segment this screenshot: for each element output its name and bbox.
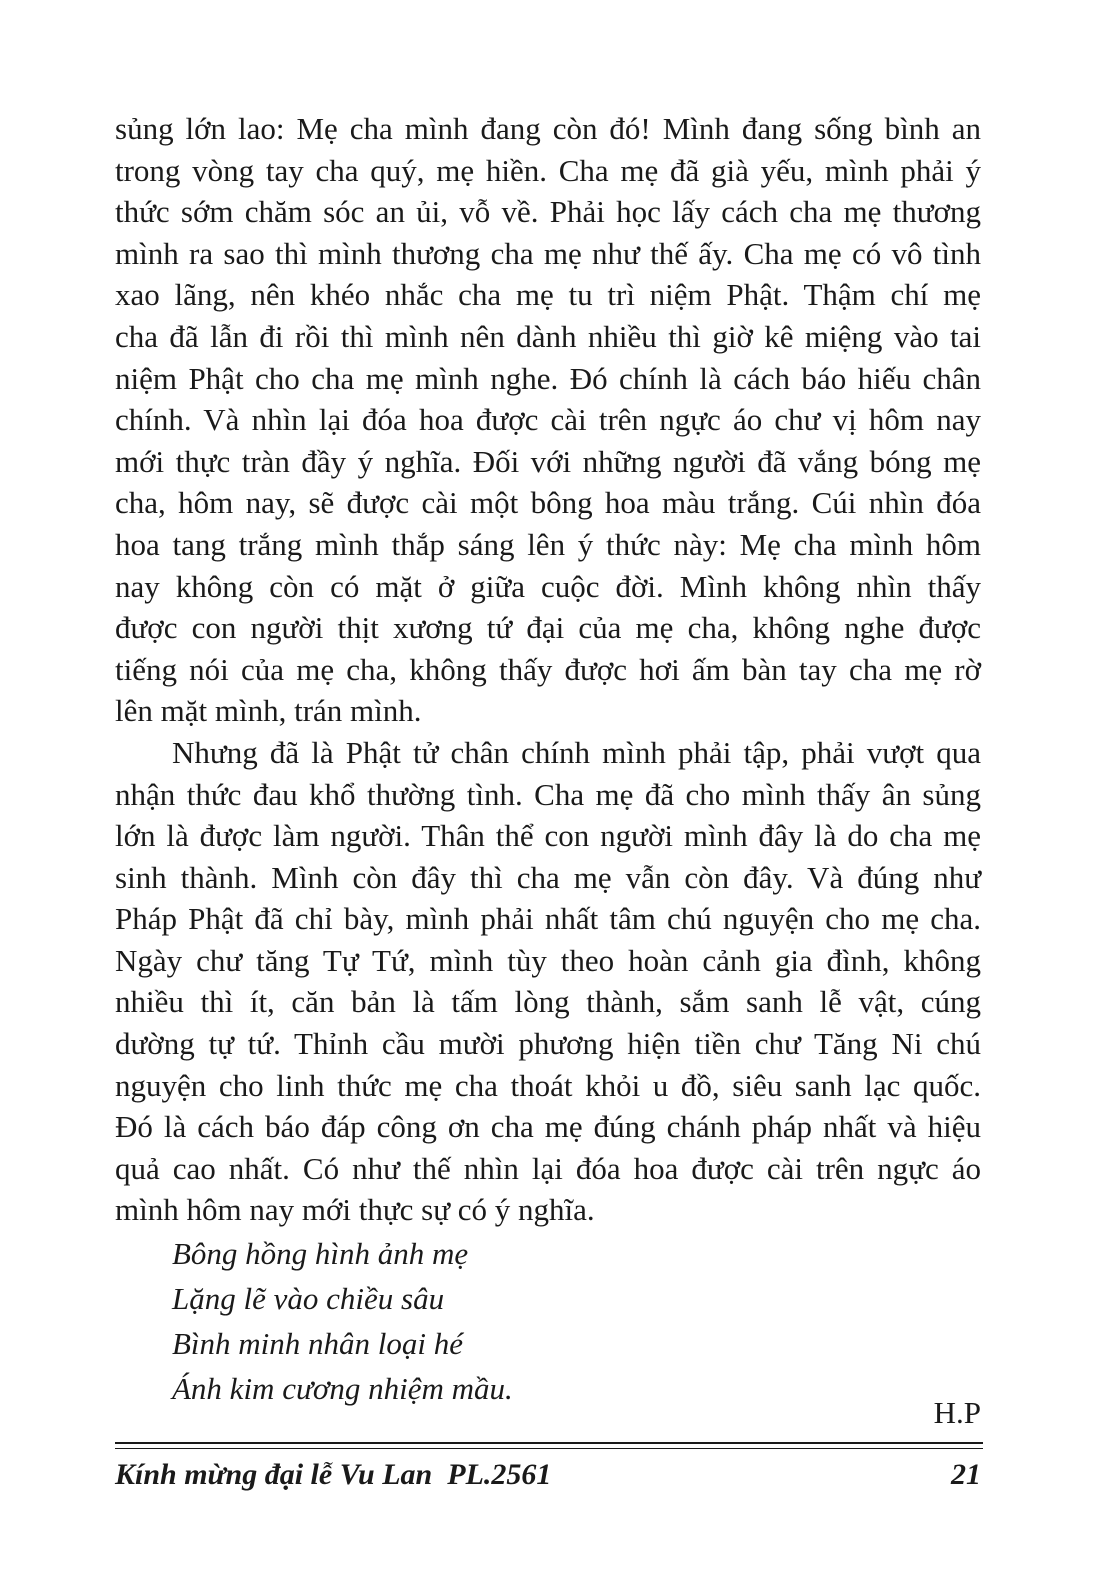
paragraph-2 [115, 732, 981, 1231]
text-line: sủng lớn lao: Mẹ cha mình đang còn đó! Mình đang sống bình an [115, 111, 981, 146]
poem-verse: Bình minh nhân loại hé [172, 1326, 464, 1362]
text-line: cha đã lẫn đi rồi thì mình nên dành nhiều thì giờ kê miệng vào tai [115, 318, 981, 354]
text-line: lớn là được làm người. Thân thể con người mình đây là do cha mẹ [115, 818, 981, 854]
text-line: nhiều thì ít, căn bản là tấm lòng thành, sắm sanh lễ vật, cúng [115, 984, 981, 1020]
text-line: được con người thịt xương tứ đại của mẹ cha, không nghe được [115, 610, 981, 646]
text-line: nhận thức đau khổ thường tình. Cha mẹ đã cho mình thấy ân sủng [115, 776, 981, 812]
author-signature: H.P [933, 1395, 981, 1430]
text-line: nay không còn có mặt ở giữa cuộc đời. Mình không nhìn thấy [115, 568, 981, 604]
footer-rule-thin [115, 1448, 983, 1449]
poem-verse: Lặng lẽ vào chiều sâu [172, 1281, 445, 1317]
text-line: nguyện cho linh thức mẹ cha thoát khỏi u đồ, siêu sanh lạc quốc. [115, 1067, 981, 1103]
text-line: trong vòng tay cha quý, mẹ hiền. Cha mẹ đã già yếu, mình phải ý [115, 152, 981, 188]
text-line: tiếng nói của mẹ cha, không thấy được hơi ấm bàn tay cha mẹ rờ [115, 651, 981, 687]
page-number: 21 [951, 1458, 981, 1491]
text-line: hoa tang trắng mình thắp sáng lên ý thức này: Mẹ cha mình hôm [115, 526, 981, 562]
text-line: mình hôm nay mới thực sự có ý nghĩa. [115, 1192, 595, 1228]
text-line: chính. Và nhìn lại đóa hoa được cài trên ngực áo chư vị hôm nay [115, 402, 981, 438]
page-footer [115, 1458, 981, 1492]
text-line: thức sớm chăm sóc an ủi, vỗ về. Phải học lấy cách cha mẹ thương [115, 194, 981, 230]
poem-verse: Bông hồng hình ảnh mẹ [172, 1236, 469, 1272]
page-body [115, 108, 981, 1411]
text-line: niệm Phật cho cha mẹ mình nghe. Đó chính là cách báo hiếu chân [115, 360, 981, 396]
text-line: Pháp Phật đã chỉ bày, mình phải nhất tâm chú nguyện cho mẹ cha. [115, 901, 981, 937]
text-line: quả cao nhất. Có như thế nhìn lại đóa hoa được cài trên ngực áo [115, 1150, 981, 1186]
poem [115, 1231, 981, 1411]
text-line: xao lãng, nên khéo nhắc cha mẹ tu trì niệm Phật. Thậm chí mẹ [115, 277, 981, 313]
text-line: lên mặt mình, trán mình. [115, 693, 422, 729]
text-line: Nhưng đã là Phật tử chân chính mình phải tập, phải vượt qua [172, 734, 981, 770]
poem-verse: Ánh kim cương nhiệm mầu. [172, 1371, 513, 1407]
text-line: sinh thành. Mình còn đây thì cha mẹ vẫn còn đây. Và đúng như [115, 859, 981, 895]
paragraph-1 [115, 108, 981, 732]
text-line: Ngày chư tăng Tự Tứ, mình tùy theo hoàn cảnh gia đình, không [115, 942, 981, 978]
text-line: mình ra sao thì mình thương cha mẹ như thế ấy. Cha mẹ có vô tình [115, 235, 981, 271]
text-line: Đó là cách báo đáp công ơn cha mẹ đúng chánh pháp nhất và hiệu [115, 1109, 981, 1145]
text-line: dường tự tứ. Thỉnh cầu mười phương hiện tiền chư Tăng Ni chú [115, 1026, 981, 1062]
text-line: cha, hôm nay, sẽ được cài một bông hoa màu trắng. Cúi nhìn đóa [115, 485, 981, 521]
text-line: mới thực tràn đầy ý nghĩa. Đối với những người đã vắng bóng mẹ [115, 443, 981, 479]
footer-title: Kính mừng đại lễ Vu Lan PL.2561 [115, 1458, 552, 1491]
footer-rule [115, 1442, 983, 1444]
